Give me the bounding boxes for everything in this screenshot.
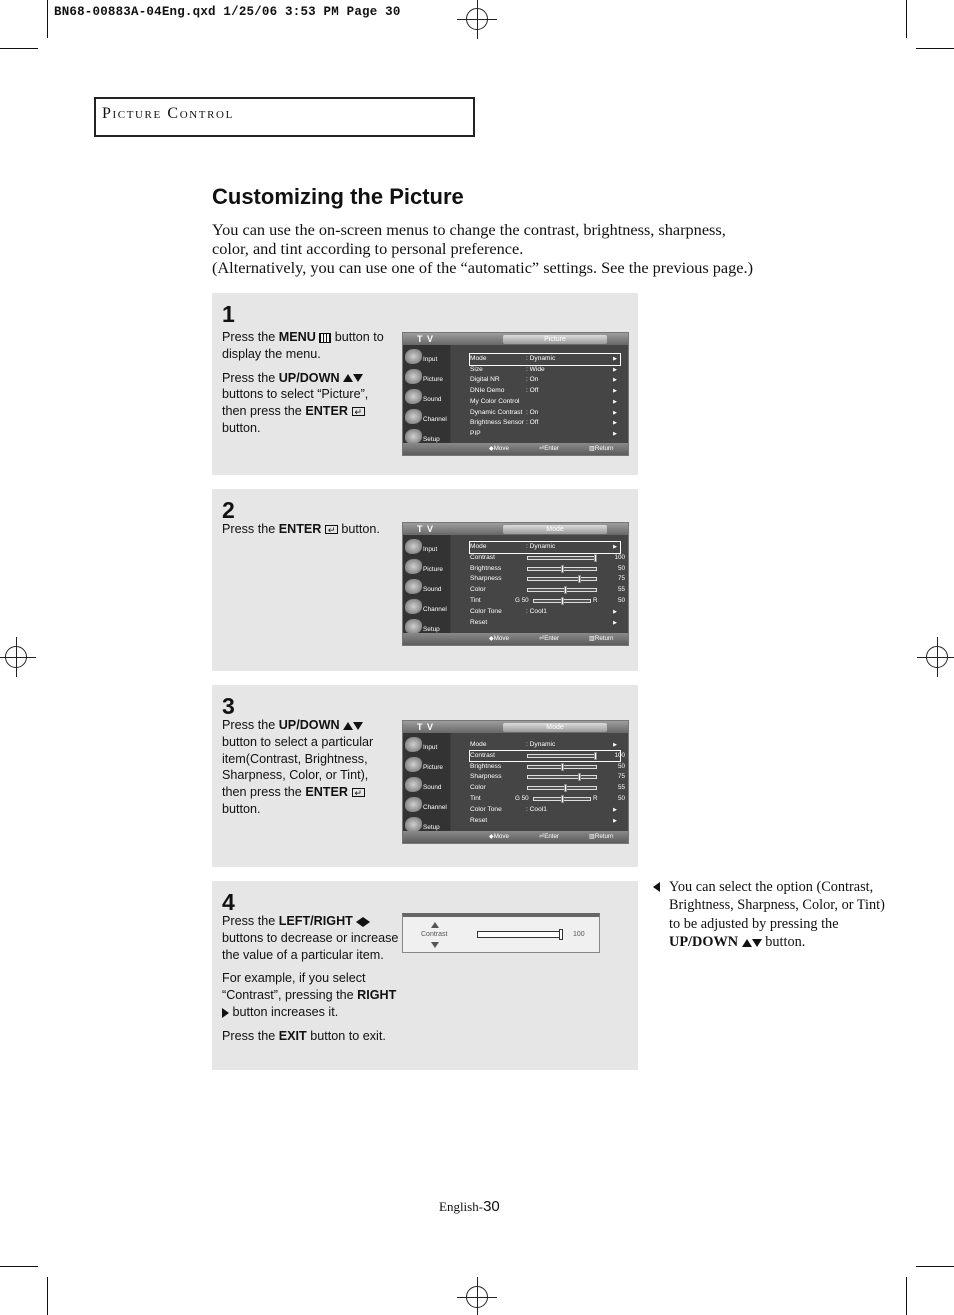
step-4-panel [212,881,638,1070]
picture-icon [405,757,422,772]
osd-slider [527,556,597,560]
osd-row: Digital NR : On ▶ [470,376,617,384]
footer-language: English- [439,1199,484,1214]
adjust-slider [477,931,563,938]
sound-icon [405,777,422,792]
osd-footer: ◆ Move ⏎ Enter ▥ Return [403,443,628,455]
osd-slider [527,775,597,779]
crop-mark [916,48,954,49]
right-arrow-icon [222,1008,229,1018]
slider-knob [561,795,564,803]
osd-sidebar [403,535,450,633]
intro-line: color, and tint according to personal preference. [212,239,524,258]
osd-row-tint: Tint G 50 R 50 [470,597,625,604]
osd-side-label: Sound [423,586,442,593]
slider-knob [578,575,581,583]
updown-key: UP/DOWN [669,934,739,951]
osd-row-brightness: Brightness 50 [470,762,625,770]
step-number: 3 [222,693,235,719]
osd-side-label: Channel [423,606,447,613]
sound-icon [405,389,422,404]
note-pointer-icon [653,882,660,892]
intro-line: You can use the on-screen menus to change the contrast, brightness, sharpness, [212,220,726,239]
step-number: 4 [222,889,235,915]
osd-slider [533,797,591,801]
osd-row-contrast: Contrast 100 [470,553,625,561]
crop-mark [47,1277,48,1315]
down-arrow-icon [353,722,363,730]
setup-icon [405,619,422,634]
osd-row: Mode : Dynamic ▶ [470,354,620,365]
channel-icon [405,409,422,424]
step-2-panel [212,489,638,671]
osd-title: Picture [503,335,607,344]
osd-title: Mode [503,723,607,732]
osd-row-reset: Reset ▶ [470,618,617,626]
osd-row-contrast: Contrast 100 [470,751,620,762]
osd-row-color: Color 55 [470,586,625,594]
menu-key: MENU [278,330,316,344]
slider-knob [561,763,564,771]
down-arrow-icon [353,374,363,382]
osd-row-brightness: Brightness 50 [470,564,625,572]
osd-tv-label: T V [417,334,435,344]
leftright-key: LEFT/RIGHT [278,914,353,928]
input-icon [405,539,422,554]
registration-mark [466,1286,488,1308]
osd-side-label: Picture [423,764,443,771]
osd-sidebar [403,733,450,831]
osd-menu-list [451,733,628,831]
step-instructions: Press the ENTER ↵ button. [222,521,394,545]
up-arrow-icon [431,922,439,928]
exit-key: EXIT [278,1028,307,1043]
crop-mark [47,0,48,38]
right-key: RIGHT [357,988,397,1003]
slider-knob [594,752,597,760]
intro-line: (Alternatively, you can use one of the “automatic” settings. See the previous page.) [212,258,754,277]
step-instructions: Press the MENU button to display the menu. Press the UP/DOWN buttons to select “Picture”, then press the ENTER ↵ button. [222,329,394,444]
adjust-label: Contrast [421,931,448,938]
osd-side-label: Setup [423,626,440,633]
contrast-adjust-osd [402,913,600,953]
channel-icon [405,797,422,812]
slider-knob [561,565,564,573]
page-footer [439,1198,500,1215]
page-number: 30 [483,1198,500,1215]
step-instructions: Press the UP/DOWN button to select a particular item(Contrast, Brightness, Sharpness, Color, or Tint), then press the ENTER ↵ button. [222,717,394,825]
slider-knob [578,773,581,781]
osd-slider [527,786,597,790]
osd-row-reset: Reset ▶ [470,816,617,824]
up-arrow-icon [343,722,353,730]
sound-icon [405,579,422,594]
up-arrow-icon [742,939,752,947]
intro-text [212,220,792,277]
registration-mark [466,8,488,30]
down-arrow-icon [752,939,762,947]
slider-knob [559,929,563,940]
slider-knob [561,597,564,605]
updown-key: UP/DOWN [278,370,340,385]
osd-slider [527,567,597,571]
osd-menu-list [451,345,628,443]
osd-mode-menu [402,522,629,646]
left-arrow-icon [356,917,363,927]
adjust-value: 100 [573,931,585,938]
osd-slider [527,577,597,581]
osd-row: DNIe Demo : Off ▶ [470,387,617,395]
osd-row-sharpness: Sharpness 75 [470,575,625,583]
osd-row-color: Color 55 [470,784,625,792]
file-slug: BN68-00883A-04Eng.qxd 1/25/06 3:53 PM Page 30 [54,5,401,19]
section-title: Picture Control [102,105,234,122]
osd-sidebar: Input Picture Sound Channel Setup [403,345,450,443]
step-number: 1 [222,301,235,327]
crop-mark [906,1277,907,1315]
osd-row: PIP ▶ [470,429,617,437]
enter-key: ENTER [278,522,322,536]
picture-icon [405,559,422,574]
osd-side-label: Channel [423,804,447,811]
osd-menu-list [451,535,628,633]
menu-icon [319,333,331,343]
picture-icon [405,369,422,384]
osd-row-mode: Mode : Dynamic ▶ [470,741,617,748]
registration-mark [5,646,27,668]
osd-row-colortone: Color Tone : Cool1 ▶ [470,805,617,813]
up-arrow-icon [343,374,353,382]
osd-title: Mode [503,525,607,534]
osd-side-label: Setup [423,824,440,831]
input-icon [405,737,422,752]
setup-icon [405,429,422,444]
crop-mark [906,0,907,38]
osd-row-mode: Mode : Dynamic ▶ [470,542,620,553]
osd-row: Dynamic Contrast : On ▶ [470,408,617,416]
enter-icon [325,525,338,534]
osd-side-label: Input [423,546,438,553]
slider-knob [564,586,567,594]
page-heading: Customizing the Picture [212,184,464,209]
channel-icon [405,599,422,614]
osd-row: Size : Wide ▶ [470,365,617,373]
osd-mode-menu [402,720,629,844]
osd-slider [527,754,597,758]
enter-key: ENTER [305,785,348,800]
step-3-panel [212,685,638,867]
step-1-panel [212,293,638,475]
osd-side-label: Sound [423,784,442,791]
crop-mark [0,48,38,49]
enter-icon [352,788,365,797]
osd-row-tint: Tint G 50 R 50 [470,795,625,802]
crop-mark [916,1266,954,1267]
step-instructions: Press the LEFT/RIGHT buttons to decrease or increase the value of a particular item. For example, if you select “Contrast”, pressing the RIGHT button increases it. Press the EXIT button to exit. [222,914,399,1043]
osd-row-colortone: Color Tone : Cool1 ▶ [470,607,617,615]
slider-knob [564,784,567,792]
enter-key: ENTER [305,404,348,419]
right-arrow-icon [363,917,370,927]
setup-icon [405,817,422,832]
osd-row-sharpness: Sharpness 75 [470,773,625,781]
osd-footer: ◆ Move ⏎ Enter ▥ Return [403,831,628,843]
osd-slider [527,765,597,769]
osd-side-label: Input [423,744,438,751]
osd-slider [533,599,591,603]
crop-mark [0,1266,38,1267]
osd-row: Brightness Sensor : Off ▶ [470,419,617,427]
osd-footer: ◆ Move ⏎ Enter ▥ Return [403,633,628,645]
osd-tv-label: T V [417,524,435,534]
osd-row: My Color Control ▶ [470,397,617,405]
registration-mark [926,646,948,668]
osd-slider [527,588,597,592]
slider-knob [594,554,597,562]
updown-key: UP/DOWN [278,718,340,732]
enter-icon [352,407,365,416]
step-number: 2 [222,497,235,523]
osd-side-label: Picture [423,566,443,573]
side-note: You can select the option (Contrast, Brightness, Sharpness, Color, or Tint) to be adjusted by pressing the UP/DOWN button. [669,879,885,951]
input-icon [405,349,422,364]
down-arrow-icon [431,942,439,948]
osd-picture-menu [402,332,629,456]
osd-tv-label: T V [417,722,435,732]
